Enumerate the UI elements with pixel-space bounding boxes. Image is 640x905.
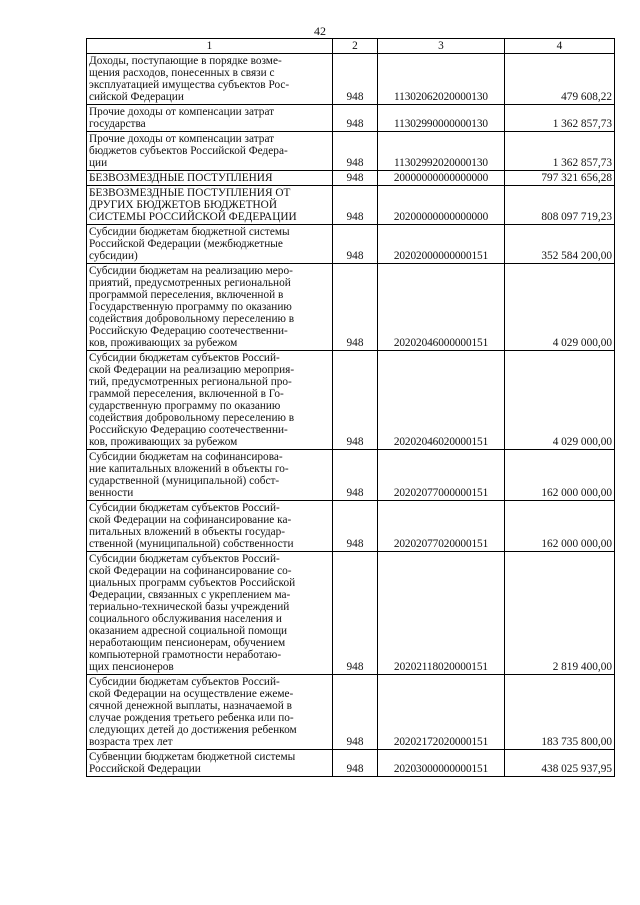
budget-classification-code: 20202077020000151 (378, 501, 505, 552)
budget-classification-code: 20200000000000000 (378, 186, 505, 225)
revenue-name: Субсидии бюджетам субъектов Россий- ской Федерации на софинансирование ка- питальных вложений в объекты государ- ственной (муниципальной) собственности (87, 501, 333, 552)
table-row (87, 186, 615, 225)
admin-code: 948 (333, 186, 378, 225)
revenue-name: Прочие доходы от компенсации затрат государства (87, 105, 333, 132)
amount: 797 321 656,28 (505, 171, 615, 186)
amount: 4 029 000,00 (505, 351, 615, 450)
budget-classification-code: 20202000000000151 (378, 225, 505, 264)
amount: 162 000 000,00 (505, 450, 615, 501)
table-row (87, 450, 615, 501)
amount: 2 819 400,00 (505, 552, 615, 675)
table-row (87, 501, 615, 552)
budget-classification-code: 11302992020000130 (378, 132, 505, 171)
table-row (87, 750, 615, 777)
budget-classification-code: 20202077000000151 (378, 450, 505, 501)
page-number: 42 (314, 24, 326, 38)
revenue-name: Субсидии бюджетам субъектов Россий- ской Федерации на осуществление ежеме- сячной денежной выплаты, назначаемой в случае рождения третьего ребенка или по- следующих детей до достижения ребенком возраста трех лет (87, 675, 333, 750)
header-cell-code: 3 (378, 39, 505, 54)
table-row (87, 54, 615, 105)
revenue-name: БЕЗВОЗМЕЗДНЫЕ ПОСТУПЛЕНИЯ ОТ ДРУГИХ БЮДЖЕТОВ БЮДЖЕТНОЙ СИСТЕМЫ РОССИЙСКОЙ ФЕДЕРАЦИИ (87, 186, 333, 225)
header-cell-name: 1 (87, 39, 333, 54)
revenue-name: Субсидии бюджетам субъектов Россий- ской Федерации на реализацию мероприя- тий, предусмотренных региональной про- граммой переселения, включенной в Го- сударственную программу по оказанию содействия добровольному переселению в Российскую Федерацию соотечественни- ков, проживающих за рубежом (87, 351, 333, 450)
table-row (87, 132, 615, 171)
budget-classification-code: 11302990000000130 (378, 105, 505, 132)
amount: 808 097 719,23 (505, 186, 615, 225)
amount: 1 362 857,73 (505, 105, 615, 132)
table-row (87, 552, 615, 675)
amount: 1 362 857,73 (505, 132, 615, 171)
budget-classification-code: 20202046000000151 (378, 264, 505, 351)
admin-code: 948 (333, 750, 378, 777)
revenue-name: Прочие доходы от компенсации затрат бюджетов субъектов Российской Федера- ции (87, 132, 333, 171)
admin-code: 948 (333, 264, 378, 351)
table-row (87, 225, 615, 264)
revenue-name: Доходы, поступающие в порядке возме- щения расходов, понесенных в связи с эксплуатацией имущества субъектов Рос- сийской Федерации (87, 54, 333, 105)
budget-classification-code: 20202118020000151 (378, 552, 505, 675)
header-cell-admin: 2 (333, 39, 378, 54)
amount: 183 735 800,00 (505, 675, 615, 750)
budget-classification-code: 20000000000000000 (378, 171, 505, 186)
revenue-name: Субвенции бюджетам бюджетной системы Российской Федерации (87, 750, 333, 777)
admin-code: 948 (333, 132, 378, 171)
revenue-name: Субсидии бюджетам на реализацию меро- приятий, предусмотренных региональной программой переселения, включенной в Государственную программу по оказанию содействия добровольному переселению в Российскую Федерацию соотечественни- ков, проживающих за рубежом (87, 264, 333, 351)
budget-classification-code: 20203000000000151 (378, 750, 505, 777)
amount: 438 025 937,95 (505, 750, 615, 777)
admin-code: 948 (333, 450, 378, 501)
revenue-name: Субсидии бюджетам бюджетной системы Российской Федерации (межбюджетные субсидии) (87, 225, 333, 264)
admin-code: 948 (333, 171, 378, 186)
admin-code: 948 (333, 501, 378, 552)
table-header-row (87, 39, 615, 54)
admin-code: 948 (333, 225, 378, 264)
budget-classification-code: 20202046020000151 (378, 351, 505, 450)
admin-code: 948 (333, 552, 378, 675)
table-row (87, 105, 615, 132)
admin-code: 948 (333, 54, 378, 105)
table-row (87, 351, 615, 450)
table-row (87, 171, 615, 186)
admin-code: 948 (333, 105, 378, 132)
revenue-name: Субсидии бюджетам на софинансирова- ние капитальных вложений в объекты го- сударственной (муниципальной) собст- венности (87, 450, 333, 501)
amount: 4 029 000,00 (505, 264, 615, 351)
admin-code: 948 (333, 675, 378, 750)
budget-classification-code: 20202172020000151 (378, 675, 505, 750)
admin-code: 948 (333, 351, 378, 450)
amount: 479 608,22 (505, 54, 615, 105)
amount: 162 000 000,00 (505, 501, 615, 552)
table-row (87, 675, 615, 750)
amount: 352 584 200,00 (505, 225, 615, 264)
header-cell-sum: 4 (505, 39, 615, 54)
table-row (87, 264, 615, 351)
budget-classification-code: 11302062020000130 (378, 54, 505, 105)
revenue-name: БЕЗВОЗМЕЗДНЫЕ ПОСТУПЛЕНИЯ (87, 171, 333, 186)
revenue-table (86, 38, 615, 777)
revenue-name: Субсидии бюджетам субъектов Россий- ской Федерации на софинансирование со- циальных программ субъектов Российской Федерации, связанных с укреплением ма- териально-технической базы учреждений социального обслуживания населения и оказанием адресной социальной помощи неработающим пенсионерам, обучением компьютерной грамотности неработаю- щих пенсионеров (87, 552, 333, 675)
